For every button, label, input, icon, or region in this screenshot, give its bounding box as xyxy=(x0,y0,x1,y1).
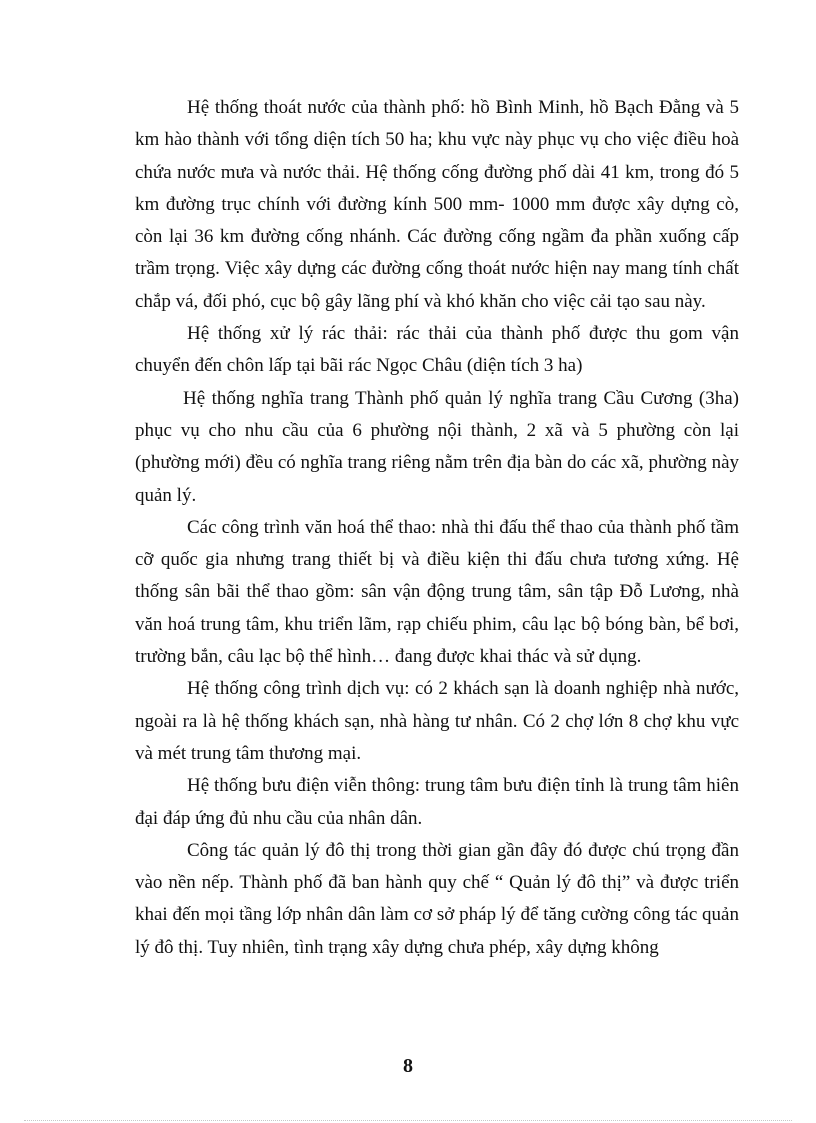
page-footer-divider xyxy=(24,1120,792,1121)
paragraph-drainage-system: Hệ thống thoát nước của thành phố: hồ Bình Minh, hồ Bạch Đằng và 5 km hào thành với tổng diện tích 50 ha; khu vực này phục vụ cho việc điều hoà chứa nước mưa và nước thải. Hệ thống cống đường phố dài 41 km, trong đó 5 km đường trục chính với đường kính 500 mm- 1000 mm được xây dựng cò, còn lại 36 km đường cống nhánh. Các đường cống ngầm đa phần xuống cấp trầm trọng. Việc xây dựng các đường cống thoát nước hiện nay mang tính chất chắp vá, đối phó, cục bộ gây lãng phí và khó khăn cho việc cải tạo sau này. xyxy=(135,97,739,312)
paragraph-culture-sports: Các công trình văn hoá thể thao: nhà thi đấu thể thao của thành phố tầm cỡ quốc gia nhưng trang thiết bị và điều kiện thi đấu chưa tương xứng. Hệ thống sân bãi thể thao gồm: sân vận động trung tâm, sân tập Đỗ Lương, nhà văn hoá trung tâm, khu triển lãm, rạp chiếu phim, câu lạc bộ bóng bàn, bể bơi, trường bắn, câu lạc bộ thể hình… đang được khai thác và sử dụng. xyxy=(135,516,739,668)
paragraph-post-telecom: Hệ thống bưu điện viễn thông: trung tâm bưu điện tỉnh là trung tâm hiên đại đáp ứng đủ nhu cầu của nhân dân. xyxy=(135,775,739,829)
paragraph-service-facilities: Hệ thống công trình dịch vụ: có 2 khách sạn là doanh nghiệp nhà nước, ngoài ra là hệ thống khách sạn, nhà hàng tư nhân. Có 2 chợ lớn 8 chợ khu vực và mét trung tâm thương mại. xyxy=(135,678,739,764)
page-number: 8 xyxy=(403,1055,413,1077)
paragraph-waste-treatment: Hệ thống xử lý rác thải: rác thải của thành phố được thu gom vận chuyển đến chôn lấp tại bãi rác Ngọc Châu (diện tích 3 ha) xyxy=(135,323,739,377)
paragraph-cemetery-system: Hệ thống nghĩa trang Thành phố quản lý nghĩa trang Cầu Cương (3ha) phục vụ cho nhu cầu của 6 phường nội thành, 2 xã và 5 phường còn lại (phường mới) đều có nghĩa trang riêng nằm trên địa bàn do các xã, phường này quản lý. xyxy=(135,387,739,506)
paragraph-urban-management: Công tác quản lý đô thị trong thời gian gần đây đó được chú trọng đần vào nền nếp. Thành phố đã ban hành quy chế “ Quản lý đô thị” và được triển khai đến mọi tầng lớp nhân dân làm cơ sở pháp lý để tăng cường công tác quản lý đô thị. Tuy nhiên, tình trạng xây dựng chưa phép, xây dựng không xyxy=(135,839,739,958)
document-body xyxy=(135,92,739,964)
